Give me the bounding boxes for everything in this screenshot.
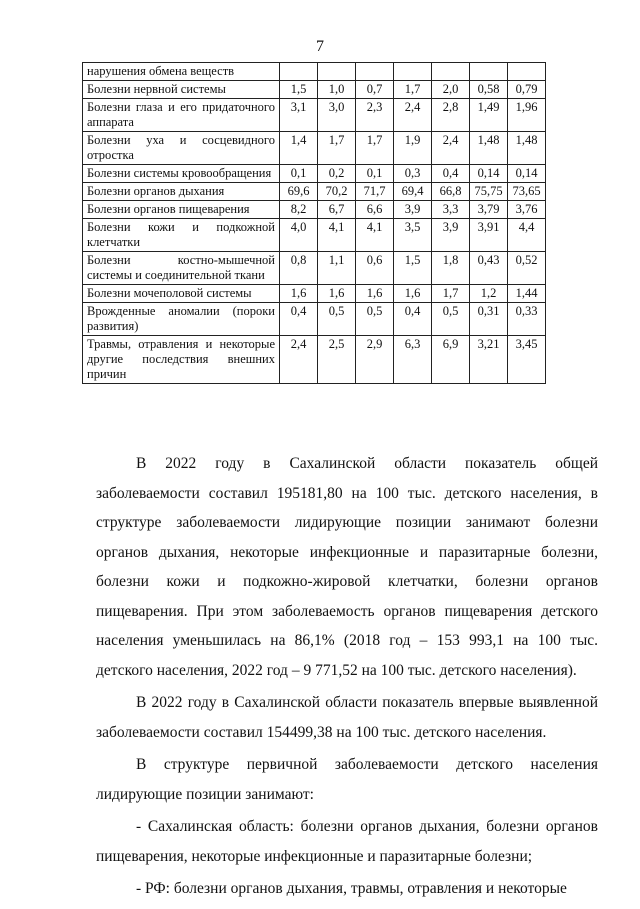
value-cell: 0,31	[470, 303, 508, 336]
value-cell: 6,9	[432, 336, 470, 384]
table-row	[83, 99, 546, 132]
value-cell: 1,0	[318, 81, 356, 99]
value-cell: 0,14	[470, 165, 508, 183]
value-cell: 0,4	[280, 303, 318, 336]
value-cell: 2,4	[394, 99, 432, 132]
value-cell: 3,76	[508, 201, 546, 219]
value-cell: 1,7	[394, 81, 432, 99]
paragraph-rf-list: - РФ: болезни органов дыхания, травмы, отравления и некоторые	[136, 880, 567, 897]
disease-name-cell: Травмы, отравления и некоторые другие последствия внешних причин	[83, 336, 280, 384]
value-cell: 1,8	[432, 252, 470, 285]
value-cell	[280, 63, 318, 81]
paragraph-primary-morbidity: В 2022 году в Сахалинской области показатель впервые выявленной заболеваемости составил 154499,38 на 100 тыс. детского населения.	[96, 694, 598, 741]
value-cell: 0,2	[318, 165, 356, 183]
value-cell: 75,75	[470, 183, 508, 201]
table-row	[83, 183, 546, 201]
table-row	[83, 165, 546, 183]
disease-name-cell: нарушения обмена веществ	[83, 63, 280, 81]
value-cell: 0,14	[508, 165, 546, 183]
value-cell: 1,7	[356, 132, 394, 165]
value-cell	[318, 63, 356, 81]
disease-name-cell: Болезни уха и сосцевидного отростка	[83, 132, 280, 165]
value-cell: 3,21	[470, 336, 508, 384]
value-cell: 0,7	[356, 81, 394, 99]
value-cell: 0,5	[318, 303, 356, 336]
value-cell: 66,8	[432, 183, 470, 201]
value-cell: 1,48	[508, 132, 546, 165]
value-cell	[394, 63, 432, 81]
table-row	[83, 81, 546, 99]
disease-name-cell: Врожденные аномалии (пороки развития)	[83, 303, 280, 336]
table-row	[83, 201, 546, 219]
value-cell: 6,6	[356, 201, 394, 219]
table-row	[83, 303, 546, 336]
table-row	[83, 63, 546, 81]
disease-name-cell: Болезни костно-мышечной системы и соединительной ткани	[83, 252, 280, 285]
disease-name-cell: Болезни мочеполовой системы	[83, 285, 280, 303]
paragraph-general-morbidity: В 2022 году в Сахалинской области показатель общей заболеваемости составил 195181,80 на 100 тыс. детского населения, в структуре заболеваемости лидирующие позиции занимают болезни органов дыхания, некоторые инфекционные и паразитарные болезни, болезни кожи и подкожно-жировой клетчатки, болезни органов пищеварения. При этом заболеваемость органов пищеварения детского населения уменьшилась на 86,1% (2018 год – 153 993,1 на 100 тыс. детского населения, 2022 год – 9 771,52 на 100 тыс. детского населения).	[96, 455, 598, 679]
table-row	[83, 252, 546, 285]
value-cell: 4,1	[356, 219, 394, 252]
value-cell	[508, 63, 546, 81]
value-cell: 1,4	[280, 132, 318, 165]
value-cell: 0,43	[470, 252, 508, 285]
value-cell: 4,1	[318, 219, 356, 252]
value-cell: 1,6	[280, 285, 318, 303]
value-cell: 1,96	[508, 99, 546, 132]
value-cell: 2,8	[432, 99, 470, 132]
value-cell: 3,3	[432, 201, 470, 219]
value-cell: 2,9	[356, 336, 394, 384]
value-cell: 1,5	[394, 252, 432, 285]
value-cell: 3,5	[394, 219, 432, 252]
value-cell: 0,58	[470, 81, 508, 99]
value-cell: 2,4	[432, 132, 470, 165]
value-cell: 0,6	[356, 252, 394, 285]
value-cell: 3,91	[470, 219, 508, 252]
value-cell: 1,6	[356, 285, 394, 303]
value-cell: 3,45	[508, 336, 546, 384]
disease-name-cell: Болезни нервной системы	[83, 81, 280, 99]
value-cell: 70,2	[318, 183, 356, 201]
value-cell: 0,3	[394, 165, 432, 183]
value-cell: 3,9	[394, 201, 432, 219]
value-cell: 2,4	[280, 336, 318, 384]
value-cell: 0,8	[280, 252, 318, 285]
value-cell: 69,4	[394, 183, 432, 201]
value-cell: 0,79	[508, 81, 546, 99]
value-cell: 71,7	[356, 183, 394, 201]
value-cell: 69,6	[280, 183, 318, 201]
value-cell	[356, 63, 394, 81]
value-cell: 4,0	[280, 219, 318, 252]
value-cell: 3,9	[432, 219, 470, 252]
value-cell: 0,1	[356, 165, 394, 183]
disease-name-cell: Болезни органов пищеварения	[83, 201, 280, 219]
value-cell: 1,7	[318, 132, 356, 165]
value-cell: 3,79	[470, 201, 508, 219]
value-cell: 6,3	[394, 336, 432, 384]
value-cell: 4,4	[508, 219, 546, 252]
value-cell: 8,2	[280, 201, 318, 219]
value-cell: 1,1	[318, 252, 356, 285]
disease-name-cell: Болезни органов дыхания	[83, 183, 280, 201]
value-cell: 0,4	[394, 303, 432, 336]
value-cell: 1,44	[508, 285, 546, 303]
table-row	[83, 219, 546, 252]
value-cell: 2,5	[318, 336, 356, 384]
value-cell: 3,1	[280, 99, 318, 132]
value-cell: 3,0	[318, 99, 356, 132]
value-cell: 6,7	[318, 201, 356, 219]
value-cell: 1,48	[470, 132, 508, 165]
value-cell: 2,0	[432, 81, 470, 99]
value-cell: 0,1	[280, 165, 318, 183]
value-cell: 1,9	[394, 132, 432, 165]
value-cell: 0,33	[508, 303, 546, 336]
disease-name-cell: Болезни системы кровообращения	[83, 165, 280, 183]
value-cell: 0,52	[508, 252, 546, 285]
value-cell: 1,5	[280, 81, 318, 99]
value-cell: 1,49	[470, 99, 508, 132]
value-cell: 0,5	[356, 303, 394, 336]
table-row	[83, 336, 546, 384]
value-cell: 1,7	[432, 285, 470, 303]
paragraph-structure-intro: В структуре первичной заболеваемости детского населения лидирующие позиции занимают:	[96, 756, 598, 803]
page-number: 7	[316, 38, 324, 55]
value-cell: 0,5	[432, 303, 470, 336]
value-cell	[432, 63, 470, 81]
table-row	[83, 132, 546, 165]
table-row	[83, 285, 546, 303]
value-cell: 0,4	[432, 165, 470, 183]
body-text	[96, 449, 598, 904]
value-cell: 1,6	[318, 285, 356, 303]
disease-name-cell: Болезни глаза и его придаточного аппарата	[83, 99, 280, 132]
value-cell	[470, 63, 508, 81]
value-cell: 73,65	[508, 183, 546, 201]
disease-name-cell: Болезни кожи и подкожной клетчатки	[83, 219, 280, 252]
value-cell: 2,3	[356, 99, 394, 132]
value-cell: 1,6	[394, 285, 432, 303]
morbidity-table	[82, 62, 546, 384]
paragraph-sakhalin-list: - Сахалинская область: болезни органов дыхания, болезни органов пищеварения, некоторые инфекционные и паразитарные болезни;	[96, 818, 598, 865]
value-cell: 1,2	[470, 285, 508, 303]
